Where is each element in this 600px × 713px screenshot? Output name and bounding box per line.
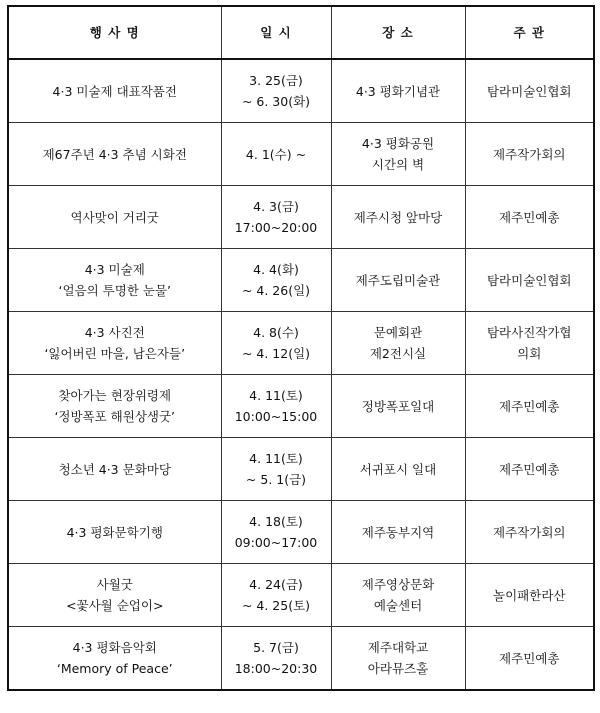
cell-event-name: 4·3 미술제 대표작품전: [8, 59, 221, 123]
table-header: [8, 6, 594, 59]
table-row: [8, 501, 594, 564]
cell-event-name: 사월굿 <꽃사월 순업이>: [8, 564, 221, 627]
cell-organizer: 제주작가회의: [465, 123, 594, 186]
header-venue: 장 소: [331, 6, 465, 59]
cell-venue: 제주시청 앞마당: [331, 186, 465, 249]
cell-date-time: 4. 18(토) 09:00~17:00: [221, 501, 331, 564]
header-row: [8, 6, 594, 59]
cell-organizer: 제주민예총: [465, 375, 594, 438]
cell-date-time: 4. 24(금) ~ 4. 25(토): [221, 564, 331, 627]
cell-date-time: 4. 11(토) ~ 5. 1(금): [221, 438, 331, 501]
cell-event-name: 4·3 평화문학기행: [8, 501, 221, 564]
cell-date-time: 4. 1(수) ~: [221, 123, 331, 186]
cell-organizer: 탐라미술인협회: [465, 249, 594, 312]
table-row: [8, 375, 594, 438]
table-row: [8, 438, 594, 501]
cell-organizer: 제주민예총: [465, 438, 594, 501]
event-schedule-table: [7, 5, 595, 691]
header-date-time: 일 시: [221, 6, 331, 59]
table-row: [8, 123, 594, 186]
header-organizer: 주 관: [465, 6, 594, 59]
cell-venue: 제주도립미술관: [331, 249, 465, 312]
header-event-name: 행 사 명: [8, 6, 221, 59]
cell-date-time: 5. 7(금) 18:00~20:30: [221, 627, 331, 691]
cell-organizer: 제주민예총: [465, 627, 594, 691]
cell-venue: 정방폭포일대: [331, 375, 465, 438]
table-body: [8, 59, 594, 690]
cell-event-name: 4·3 평화음악회 ‘Memory of Peace’: [8, 627, 221, 691]
table-row: [8, 249, 594, 312]
cell-organizer: 제주작가회의: [465, 501, 594, 564]
cell-event-name: 역사맞이 거리굿: [8, 186, 221, 249]
cell-venue: 제주대학교 아라뮤즈홀: [331, 627, 465, 691]
cell-organizer: 놀이패한라산: [465, 564, 594, 627]
cell-event-name: 4·3 미술제 ‘얼음의 투명한 눈물’: [8, 249, 221, 312]
cell-date-time: 4. 11(토) 10:00~15:00: [221, 375, 331, 438]
table-row: [8, 564, 594, 627]
cell-event-name: 찾아가는 현장위령제 ‘정방폭포 해원상생굿’: [8, 375, 221, 438]
cell-organizer: 탐라미술인협회: [465, 59, 594, 123]
cell-venue: 제주동부지역: [331, 501, 465, 564]
cell-event-name: 4·3 사진전 ‘잃어버린 마을, 남은자들’: [8, 312, 221, 375]
cell-date-time: 4. 3(금) 17:00~20:00: [221, 186, 331, 249]
table-row: [8, 59, 594, 123]
table-row: [8, 186, 594, 249]
cell-organizer: 제주민예총: [465, 186, 594, 249]
cell-venue: 서귀포시 일대: [331, 438, 465, 501]
cell-event-name: 청소년 4·3 문화마당: [8, 438, 221, 501]
cell-date-time: 4. 4(화) ~ 4. 26(일): [221, 249, 331, 312]
cell-event-name: 제67주년 4·3 추념 시화전: [8, 123, 221, 186]
cell-organizer: 탐라사진작가협 의회: [465, 312, 594, 375]
table-row: [8, 627, 594, 691]
cell-venue: 4·3 평화공원 시간의 벽: [331, 123, 465, 186]
cell-venue: 4·3 평화기념관: [331, 59, 465, 123]
cell-date-time: 3. 25(금) ~ 6. 30(화): [221, 59, 331, 123]
cell-venue: 문예회관 제2전시실: [331, 312, 465, 375]
table-row: [8, 312, 594, 375]
cell-date-time: 4. 8(수) ~ 4. 12(일): [221, 312, 331, 375]
cell-venue: 제주영상문화 예술센터: [331, 564, 465, 627]
